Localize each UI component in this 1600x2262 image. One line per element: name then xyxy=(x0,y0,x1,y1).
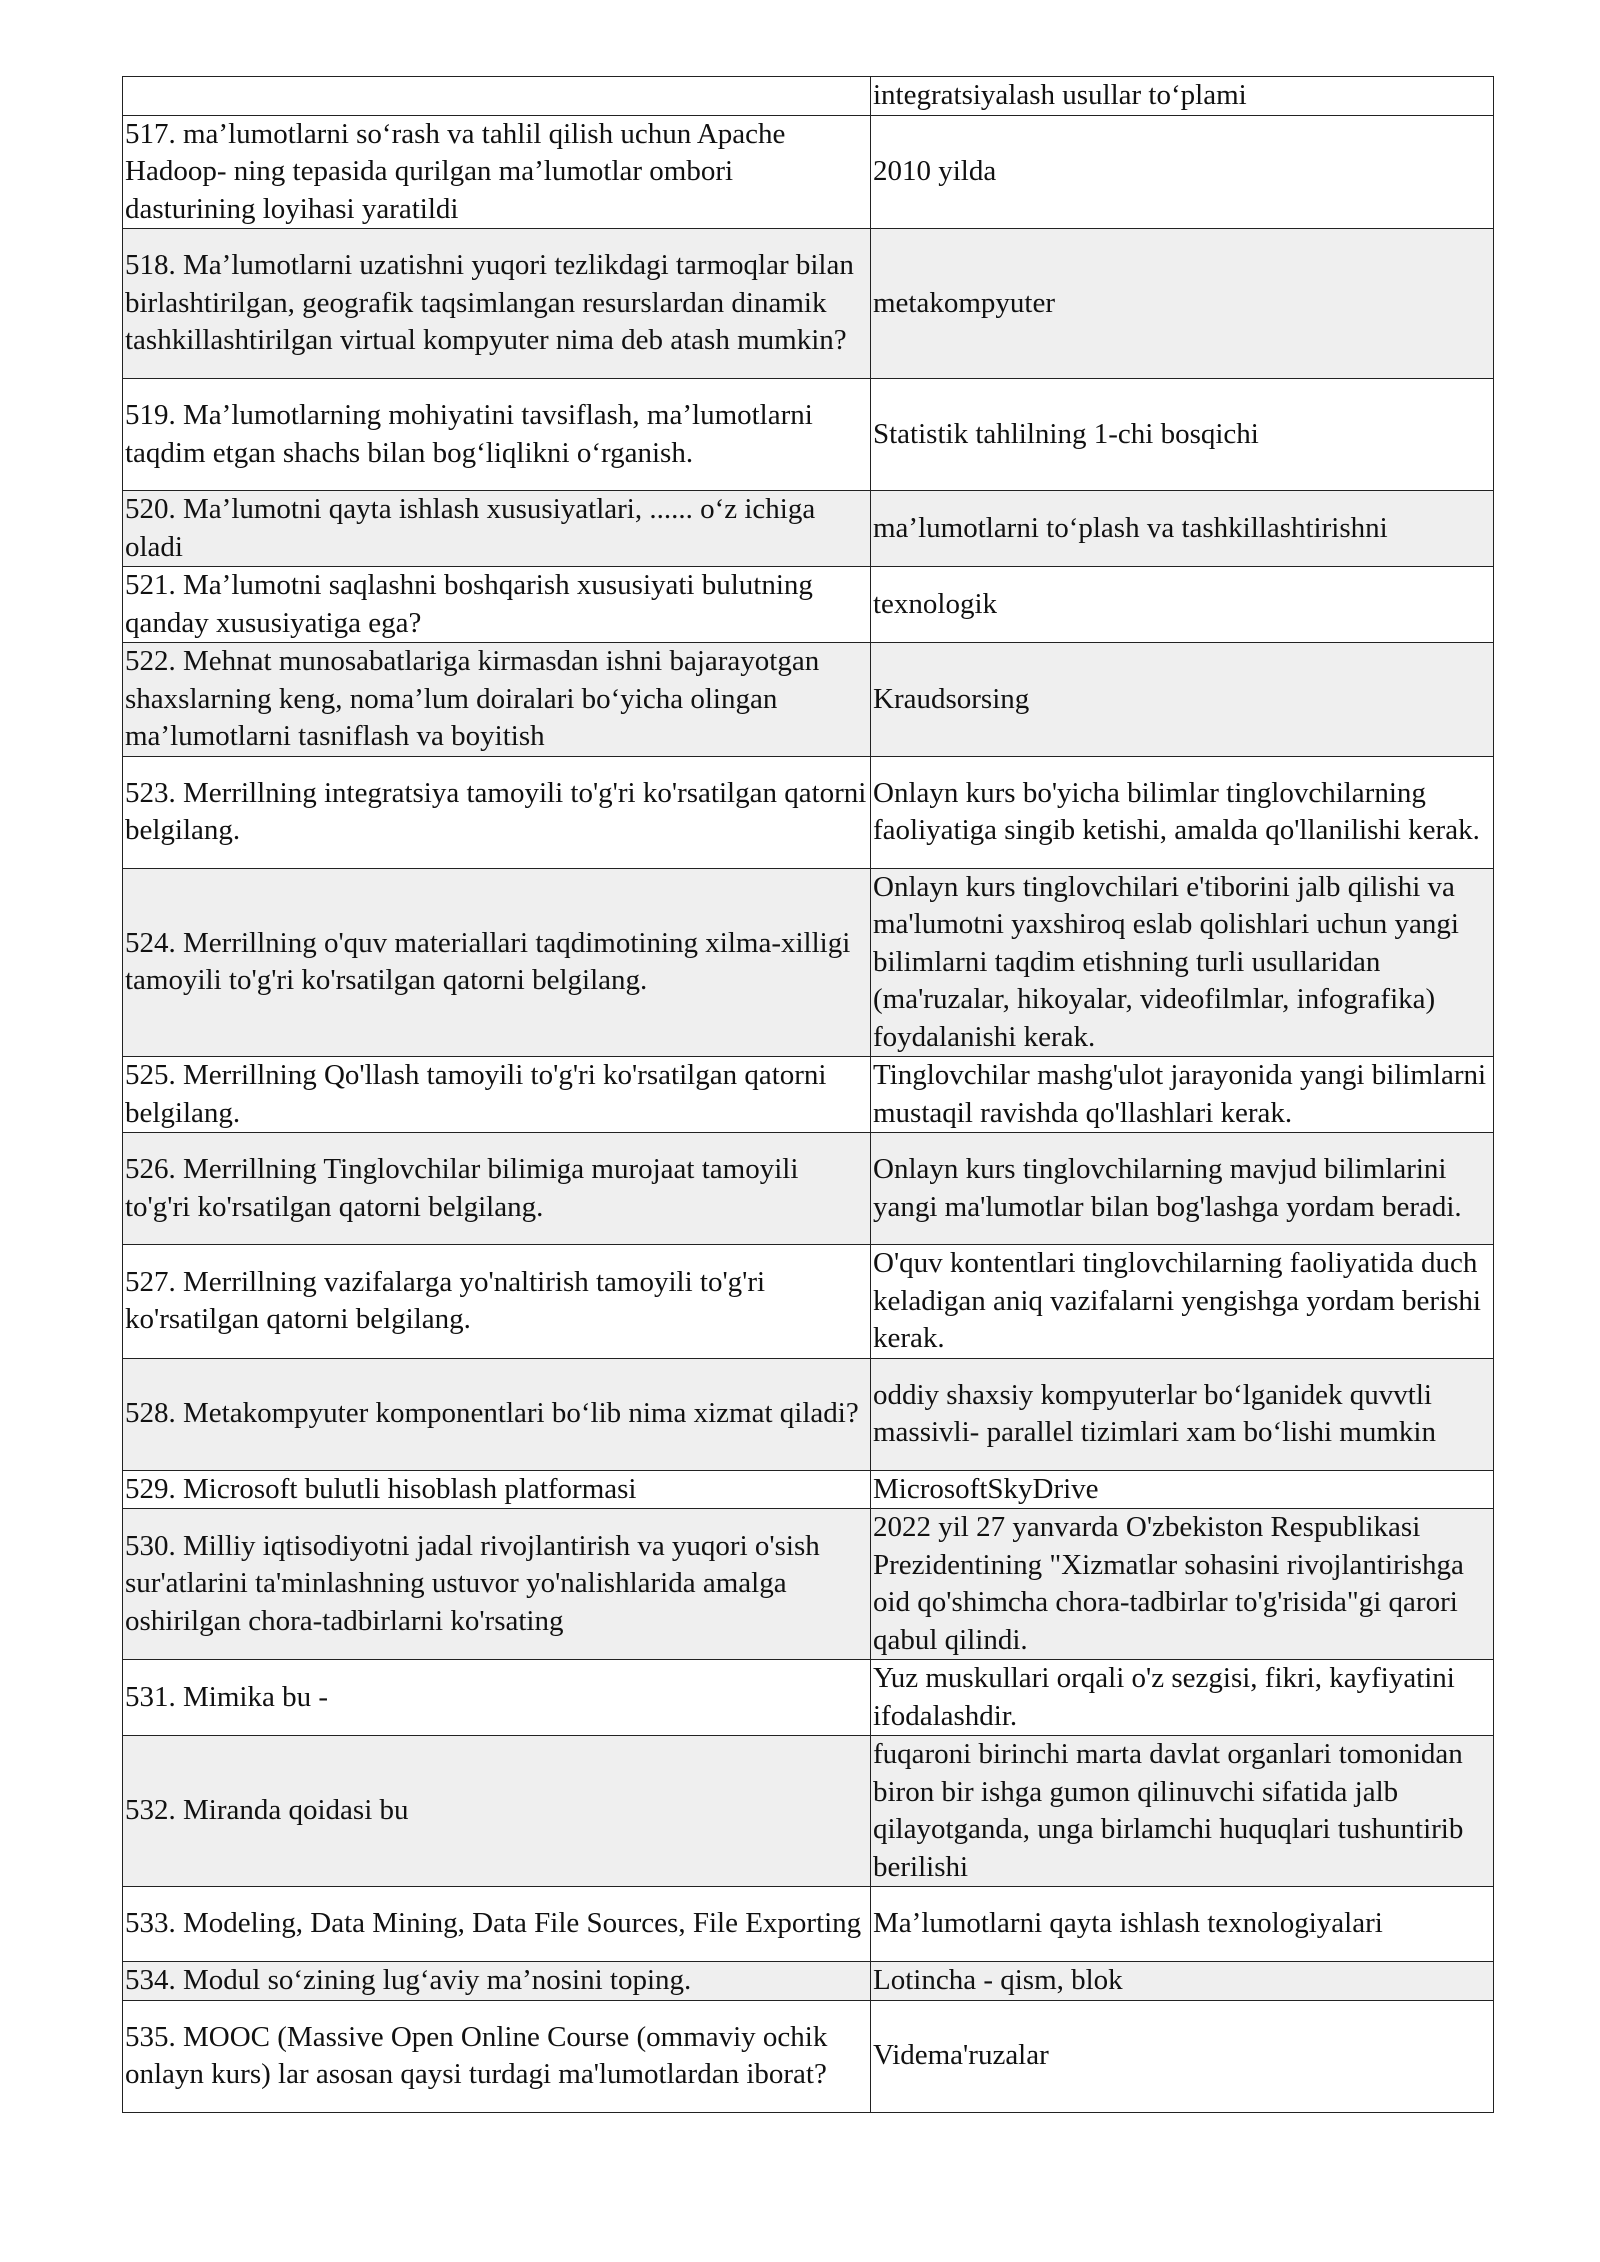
question-cell: 524. Merrillning o'quv materiallari taqdimotining xilma-xilligi tamoyili to'g'ri ko'rsatilgan qatorni belgilang. xyxy=(123,868,871,1057)
question-cell: 519. Ma’lumotlarning mohiyatini tavsiflash, ma’lumotlarni taqdim etgan shachs bilan bog‘liqlikni o‘rganish. xyxy=(123,379,871,491)
answer-cell: Kraudsorsing xyxy=(871,643,1494,757)
answer-cell: fuqaroni birinchi marta davlat organlari tomonidan biron bir ishga gumon qilinuvchi sifatida jalb qilayotganda, unga birlamchi huquqlari tushuntirib berilishi xyxy=(871,1736,1494,1887)
table-row xyxy=(123,868,1494,1057)
table-row xyxy=(123,1470,1494,1509)
table-row xyxy=(123,1962,1494,2001)
table-row xyxy=(123,77,1494,116)
table-row xyxy=(123,1133,1494,1245)
question-cell: 522. Mehnat munosabatlariga kirmasdan ishni bajarayotgan shaxslarning keng, noma’lum doiralari bo‘yicha olingan ma’lumotlarni tasniflash va boyitish xyxy=(123,643,871,757)
answer-cell: Onlayn kurs bo'yicha bilimlar tinglovchilarning faoliyatiga singib ketishi, amalda qo'llanilishi kerak. xyxy=(871,756,1494,868)
answer-cell: Onlayn kurs tinglovchilarning mavjud bilimlarini yangi ma'lumotlar bilan bog'lashga yordam beradi. xyxy=(871,1133,1494,1245)
answer-cell: metakompyuter xyxy=(871,229,1494,379)
table-row xyxy=(123,567,1494,643)
answer-cell: texnologik xyxy=(871,567,1494,643)
table-row xyxy=(123,1736,1494,1887)
question-cell: 517. ma’lumotlarni so‘rash va tahlil qilish uchun Apache Hadoop- ning tepasida qurilgan ma’lumotlar ombori dasturining loyihasi yaratildi xyxy=(123,115,871,229)
question-cell: 523. Merrillning integratsiya tamoyili to'g'ri ko'rsatilgan qatorni belgilang. xyxy=(123,756,871,868)
table-row xyxy=(123,1660,1494,1736)
question-answer-table xyxy=(122,76,1494,2113)
question-cell: 525. Merrillning Qo'llash tamoyili to'g'ri ko'rsatilgan qatorni belgilang. xyxy=(123,1057,871,1133)
answer-cell: Yuz muskullari orqali o'z sezgisi, fikri, kayfiyatini ifodalashdir. xyxy=(871,1660,1494,1736)
table-row xyxy=(123,2000,1494,2112)
answer-cell: Ma’lumotlarni qayta ishlash texnologiyalari xyxy=(871,1887,1494,1962)
table-row xyxy=(123,1358,1494,1470)
answer-cell: ma’lumotlarni to‘plash va tashkillashtirishni xyxy=(871,491,1494,567)
table-row xyxy=(123,1245,1494,1359)
answer-cell: integratsiyalash usullar to‘plami xyxy=(871,77,1494,116)
table-row xyxy=(123,1887,1494,1962)
answer-cell: MicrosoftSkyDrive xyxy=(871,1470,1494,1509)
answer-cell: oddiy shaxsiy kompyuterlar bo‘lganidek quvvtli massivli- parallel tizimlari xam bo‘lishi mumkin xyxy=(871,1358,1494,1470)
table-row xyxy=(123,1057,1494,1133)
table-row xyxy=(123,379,1494,491)
table-body xyxy=(123,77,1494,2113)
question-cell: 532. Miranda qoidasi bu xyxy=(123,1736,871,1887)
answer-cell: Statistik tahlilning 1-chi bosqichi xyxy=(871,379,1494,491)
question-cell xyxy=(123,77,871,116)
table-row xyxy=(123,491,1494,567)
question-cell: 518. Ma’lumotlarni uzatishni yuqori tezlikdagi tarmoqlar bilan birlashtirilgan, geografik taqsimlangan resurslardan dinamik tashkillashtirilgan virtual kompyuter nima deb atash mumkin? xyxy=(123,229,871,379)
answer-cell: 2010 yilda xyxy=(871,115,1494,229)
question-cell: 527. Merrillning vazifalarga yo'naltirish tamoyili to'g'ri ko'rsatilgan qatorni belgilang. xyxy=(123,1245,871,1359)
answer-cell: 2022 yil 27 yanvarda O'zbekiston Respublikasi Prezidentining "Xizmatlar sohasini rivojlantirishga oid qo'shimcha chora-tadbirlar to'g'risida"gi qarori qabul qilindi. xyxy=(871,1509,1494,1660)
answer-cell: Tinglovchilar mashg'ulot jarayonida yangi bilimlarni mustaqil ravishda qo'llashlari kerak. xyxy=(871,1057,1494,1133)
question-cell: 529. Microsoft bulutli hisoblash platformasi xyxy=(123,1470,871,1509)
table-row xyxy=(123,229,1494,379)
question-cell: 520. Ma’lumotni qayta ishlash xususiyatlari, ...... o‘z ichiga oladi xyxy=(123,491,871,567)
answer-cell: O'quv kontentlari tinglovchilarning faoliyatida duch keladigan aniq vazifalarni yengishga yordam berishi kerak. xyxy=(871,1245,1494,1359)
question-cell: 530. Milliy iqtisodiyotni jadal rivojlantirish va yuqori o'sish sur'atlarini ta'minlashning ustuvor yo'nalishlarida amalga oshirilgan chora-tadbirlarni ko'rsating xyxy=(123,1509,871,1660)
question-cell: 534. Modul so‘zining lug‘aviy ma’nosini toping. xyxy=(123,1962,871,2001)
table-row xyxy=(123,756,1494,868)
question-cell: 531. Mimika bu - xyxy=(123,1660,871,1736)
table-row xyxy=(123,643,1494,757)
question-cell: 521. Ma’lumotni saqlashni boshqarish xususiyati bulutning qanday xususiyatiga ega? xyxy=(123,567,871,643)
question-cell: 526. Merrillning Tinglovchilar bilimiga murojaat tamoyili to'g'ri ko'rsatilgan qatorni belgilang. xyxy=(123,1133,871,1245)
question-cell: 533. Modeling, Data Mining, Data File Sources, File Exporting xyxy=(123,1887,871,1962)
answer-cell: Lotincha - qism, blok xyxy=(871,1962,1494,2001)
table-row xyxy=(123,115,1494,229)
question-cell: 528. Metakompyuter komponentlari bo‘lib nima xizmat qiladi? xyxy=(123,1358,871,1470)
question-cell: 535. MOOC (Massive Open Online Course (ommaviy ochik onlayn kurs) lar asosan qaysi turdagi ma'lumotlardan iborat? xyxy=(123,2000,871,2112)
answer-cell: Onlayn kurs tinglovchilari e'tiborini jalb qilishi va ma'lumotni yaxshiroq eslab qolishlari uchun yangi bilimlarni taqdim etishning turli usullaridan (ma'ruzalar, hikoyalar, videofilmlar, infografika) foydalanishi kerak. xyxy=(871,868,1494,1057)
table-row xyxy=(123,1509,1494,1660)
answer-cell: Videma'ruzalar xyxy=(871,2000,1494,2112)
